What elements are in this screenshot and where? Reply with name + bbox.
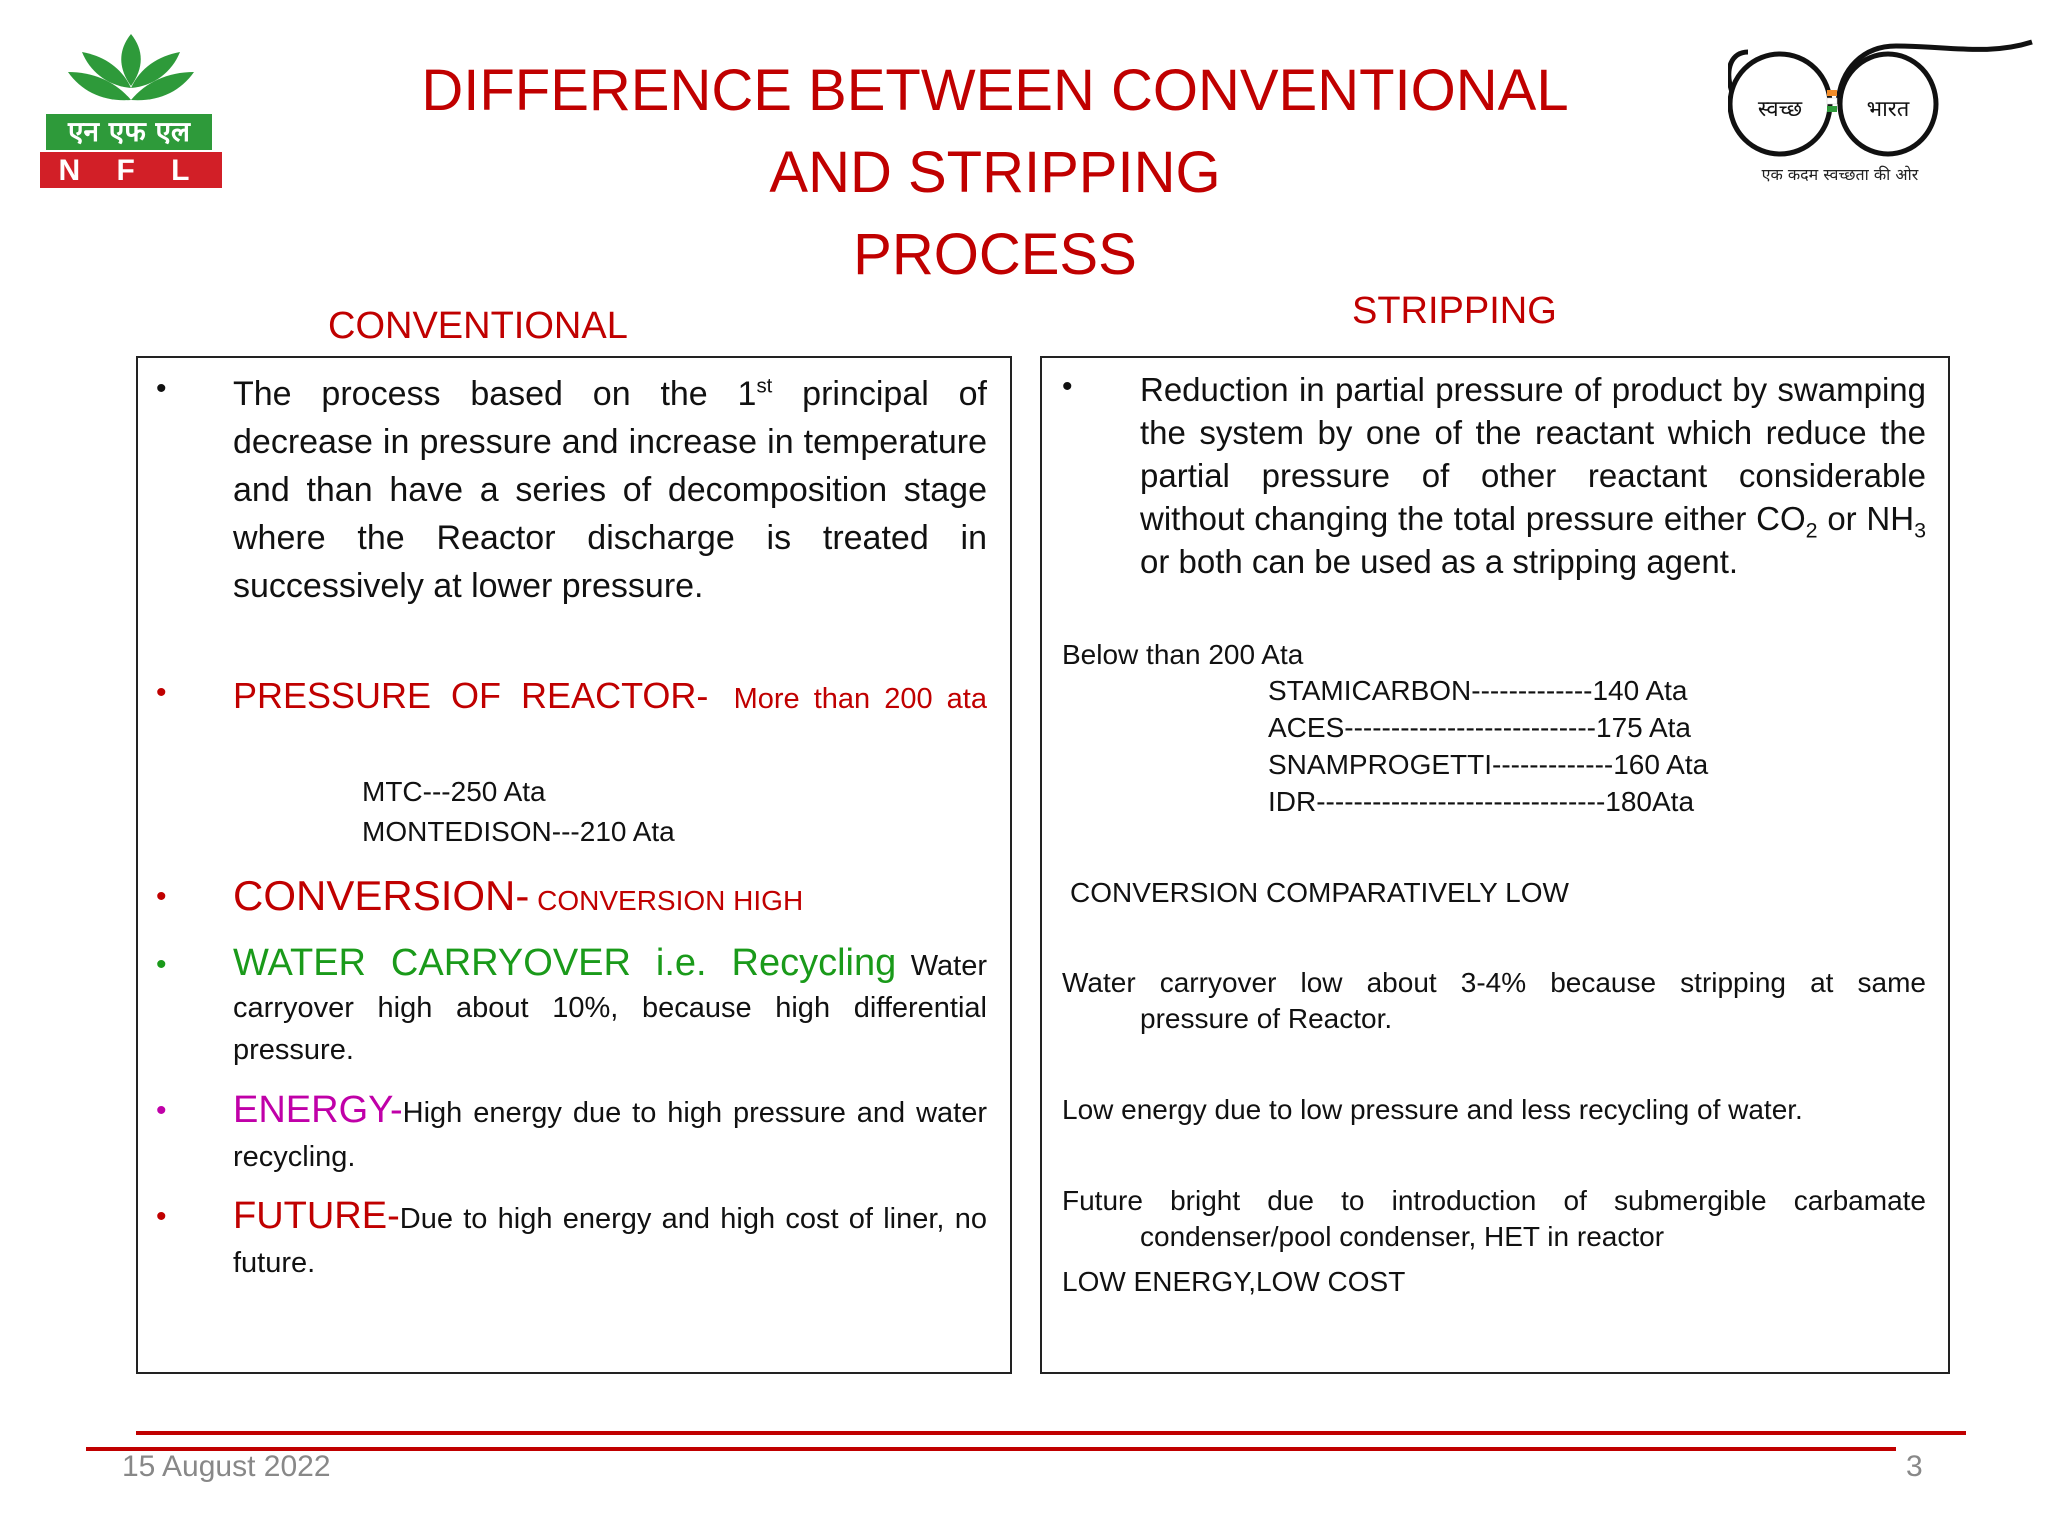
swachh-right-text: भारत [1866, 97, 1910, 122]
bullet-icon: • [156, 676, 167, 709]
stripping-process-row: IDR-------------------------------180Ata [1268, 786, 1695, 817]
stripping-conversion: CONVERSION COMPARATIVELY LOW [1070, 877, 1569, 908]
stripping-water-line2: pressure of Reactor. [1140, 1003, 1393, 1034]
stripping-process-row: ACES---------------------------175 Ata [1268, 712, 1691, 743]
footer-divider-top [136, 1431, 1966, 1435]
conventional-intro: The process based on the 1st principal of decrease in pressure and increase in temperature and than have a series of decomposition stage where the Reactor discharge is treated in successively at lower pressure. [233, 375, 987, 605]
stripping-below: Below than 200 Ata [1062, 639, 1304, 670]
page-number: 3 [1906, 1450, 1923, 1483]
stripping-process-row: STAMICARBON-------------140 Ata [1268, 675, 1688, 706]
footer-date: 15 August 2022 [122, 1450, 331, 1483]
swachh-tagline: एक कदम स्वच्छता की ओर [1761, 165, 1919, 184]
page-title [380, 50, 1610, 296]
bullet-icon: • [156, 1094, 167, 1127]
bullet-icon: • [156, 1200, 167, 1233]
bullet-icon: • [1062, 370, 1073, 403]
nfl-logo [38, 28, 224, 188]
stripping-intro: Reduction in partial pressure of product by swamping the system by one of the reactant which reduce the partial pressure of other reactant considerable without changing the total pressure either $CO_2$ or $NH_3$ or both can be used as a stripping agent. [1140, 371, 1926, 580]
stripping-low-energy: LOW ENERGY,LOW COST [1062, 1266, 1406, 1297]
conventional-mtc: MTC---250 Ata [362, 776, 546, 807]
nfl-latin: N F L [58, 154, 204, 187]
bullet-icon: • [156, 948, 167, 981]
bullet-icon: • [156, 372, 167, 405]
conventional-montedison: MONTEDISON---210 Ata [362, 816, 675, 847]
conventional-heading: CONVENTIONAL [328, 305, 628, 347]
conventional-future: FUTURE-Due to high energy and high cost of liner, no future. [233, 1195, 987, 1279]
stripping-process-row: SNAMPROGETTI-------------160 Ata [1268, 749, 1709, 780]
stripping-heading: STRIPPING [1352, 290, 1557, 332]
swachh-left-text: स्वच्छ [1757, 97, 1803, 122]
conventional-pressure: PRESSURE OF REACTOR- More than 200 ata [233, 675, 987, 716]
stripping-water-line1: Water carryover low about 3-4% because stripping at same [1062, 967, 1926, 998]
conventional-energy: ENERGY-High energy due to high pressure and water recycling. [233, 1089, 987, 1173]
title-line-2: AND STRIPPING [769, 140, 1221, 205]
stripping-future-line2: condenser/pool condenser, HET in reactor [1140, 1221, 1665, 1252]
stripping-future-line1: Future bright due to introduction of submergible carbamate [1062, 1185, 1926, 1216]
title-line-3: PROCESS [853, 222, 1137, 287]
footer-divider-bottom [86, 1447, 1896, 1451]
conventional-water: WATER CARRYOVER i.e. Recycling Water carryover high about 10%, because high differential pressure. [233, 942, 987, 1066]
nfl-devanagari: एन एफ एल [67, 115, 191, 148]
conventional-conversion: CONVERSION- CONVERSION HIGH [233, 872, 804, 919]
bullet-icon: • [156, 880, 167, 913]
stripping-energy: Low energy due to low pressure and less recycling of water. [1062, 1094, 1803, 1125]
title-line-1: DIFFERENCE BETWEEN CONVENTIONAL [421, 58, 1569, 123]
